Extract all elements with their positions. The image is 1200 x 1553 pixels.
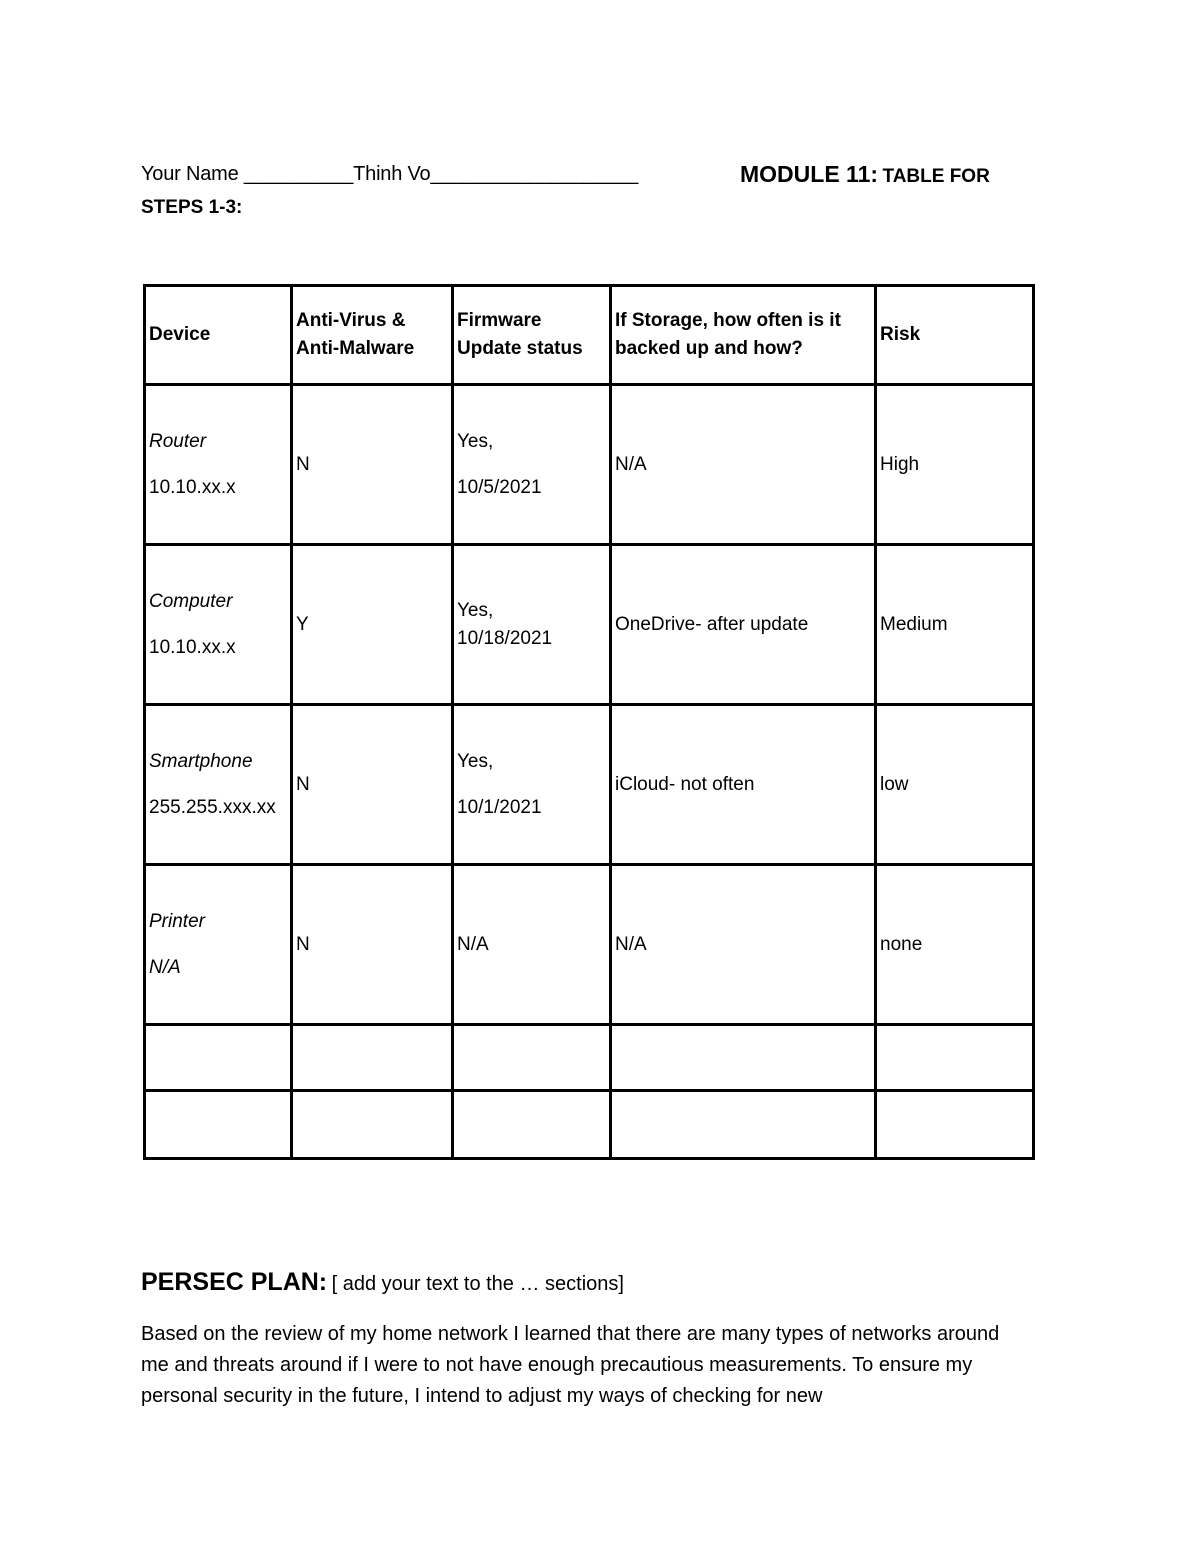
firmware-cell: [453, 705, 611, 865]
empty-cell: [453, 1091, 611, 1159]
storage-cell: OneDrive- after update: [611, 545, 876, 705]
empty-cell: [876, 1025, 1034, 1091]
empty-cell: [453, 1025, 611, 1091]
table-row-empty: [145, 1091, 1034, 1159]
device-name: Router: [149, 430, 207, 452]
column-header-risk: Risk: [876, 286, 1034, 385]
device-address: 10.10.xx.x: [149, 636, 236, 658]
antivirus-cell: N: [292, 865, 453, 1025]
storage-cell: iCloud- not often: [611, 705, 876, 865]
empty-cell: [876, 1091, 1034, 1159]
module-colon: :: [870, 161, 879, 187]
risk-cell: low: [876, 705, 1034, 865]
device-address: 10.10.xx.x: [149, 476, 236, 498]
firmware-cell: [453, 545, 611, 705]
persec-title: PERSEC PLAN:: [141, 1268, 328, 1296]
steps-label: STEPS 1-3:: [141, 197, 243, 218]
firmware-date: 10/18/2021: [457, 627, 553, 649]
column-header-antivirus: Anti-Virus & Anti-Malware: [292, 286, 453, 385]
device-address: 255.255.xxx.xx: [149, 796, 276, 818]
table-for-label: TABLE FOR: [882, 166, 990, 187]
name-blank-before: __________: [243, 163, 354, 185]
device-name: Smartphone: [149, 750, 253, 772]
device-cell: [145, 705, 292, 865]
empty-cell: [611, 1091, 876, 1159]
firmware-date: 10/1/2021: [457, 796, 542, 818]
persec-note: [ add your text to the … sections]: [331, 1273, 624, 1295]
table-header-row: [145, 286, 1034, 385]
table-row: [145, 705, 1034, 865]
name-label: Your Name: [141, 163, 239, 185]
firmware-status: Yes,: [457, 430, 494, 452]
empty-cell: [292, 1025, 453, 1091]
table-row: [145, 865, 1034, 1025]
risk-cell: none: [876, 865, 1034, 1025]
antivirus-cell: Y: [292, 545, 453, 705]
device-address: N/A: [149, 956, 181, 978]
table-row: [145, 385, 1034, 545]
risk-cell: Medium: [876, 545, 1034, 705]
table-row: [145, 545, 1034, 705]
risk-cell: High: [876, 385, 1034, 545]
device-name: Computer: [149, 590, 233, 612]
column-header-firmware: Firmware Update status: [453, 286, 611, 385]
table-row-empty: [145, 1025, 1034, 1091]
device-cell: [145, 385, 292, 545]
empty-cell: [145, 1091, 292, 1159]
device-name: Printer: [149, 910, 205, 932]
module-number: MODULE 11: [740, 161, 871, 187]
column-header-device: Device: [145, 286, 292, 385]
firmware-cell: [453, 385, 611, 545]
firmware-date: 10/5/2021: [457, 476, 542, 498]
firmware-cell: N/A: [453, 865, 611, 1025]
firmware-status: Yes,: [457, 599, 494, 621]
device-cell: [145, 865, 292, 1025]
empty-cell: [611, 1025, 876, 1091]
device-cell: [145, 545, 292, 705]
firmware-status: Yes,: [457, 750, 494, 772]
empty-cell: [292, 1091, 453, 1159]
persec-heading: [141, 1268, 624, 1297]
storage-cell: N/A: [611, 865, 876, 1025]
device-table: [143, 284, 1035, 1160]
module-title: [740, 161, 990, 188]
antivirus-cell: N: [292, 705, 453, 865]
name-line: [141, 163, 638, 186]
column-header-storage: If Storage, how often is it backed up and how?: [611, 286, 876, 385]
name-blank-after: ___________________: [430, 163, 639, 185]
empty-cell: [145, 1025, 292, 1091]
antivirus-cell: N: [292, 385, 453, 545]
persec-body: Based on the review of my home network I learned that there are many types of networks around me and threats around if I were to not have enough precautious measurements. To ensure my personal security in the future, I intend to adjust my ways of checking for new: [141, 1323, 1000, 1407]
name-value: Thinh Vo: [353, 163, 431, 185]
storage-cell: N/A: [611, 385, 876, 545]
